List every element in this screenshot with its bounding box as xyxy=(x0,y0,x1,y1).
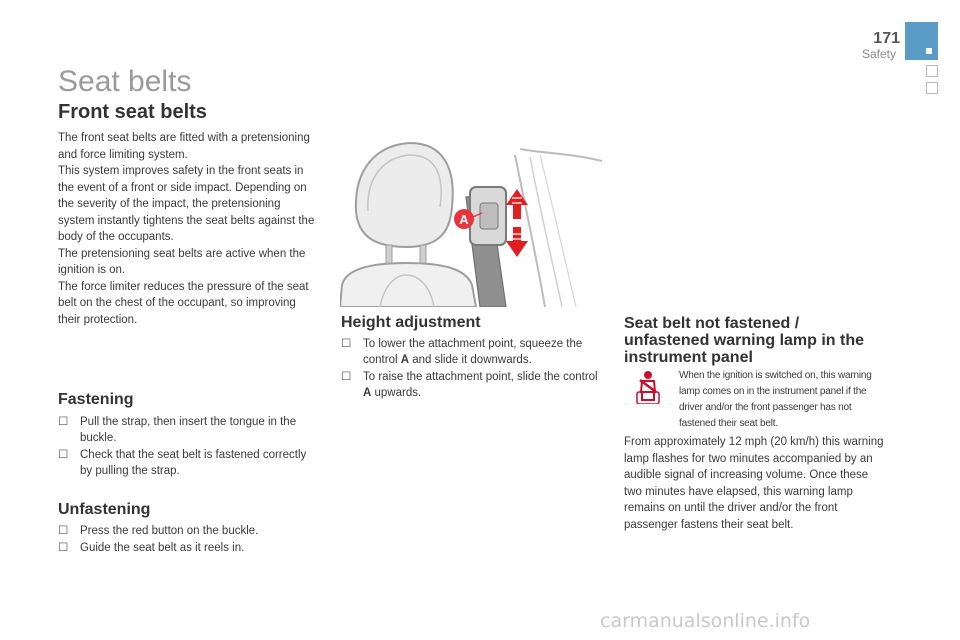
seat-belt-illustration xyxy=(340,135,602,307)
paragraph: The front seat belts are fitted with a pretensioning and force limiting system. xyxy=(58,132,310,161)
checkbox-bullet-icon: ☐ xyxy=(58,542,69,554)
list-item: ☐ Guide the seat belt as it reels in. xyxy=(58,542,245,554)
fastening-list xyxy=(58,414,318,480)
section-tab xyxy=(905,22,938,60)
unfastening-list xyxy=(58,523,318,557)
paragraph: This system improves safety in the front seats in the event of a front or side impact. Depending on the severity of the impact, the pretensioning system instantly tightens the seat belts against the body of the occupants. xyxy=(58,165,315,243)
section-tab-box xyxy=(926,82,938,94)
control-a-label: A xyxy=(459,212,469,227)
list-item: ☐ To lower the attachment point, squeeze the control A and slide it downwards. xyxy=(341,338,583,366)
section-tab-box xyxy=(926,65,938,77)
page-title: Seat belts xyxy=(58,65,192,98)
paragraph: The force limiter reduces the pressure of the seat belt on the chest of the occupant, so improving their protection. xyxy=(58,280,309,326)
page-number: 171 xyxy=(873,30,900,47)
list-item: ☐ To raise the attachment point, slide the control A upwards. xyxy=(341,371,598,399)
footer-watermark: carmanualsonline.info xyxy=(600,610,811,632)
warning-lamp-description: When the ignition is switched on, this warning lamp comes on in the instrument panel if the driver and/or the front passenger has not fastened their seat belt. xyxy=(679,370,872,429)
fastening-heading: Fastening xyxy=(58,391,134,408)
seatbelt-warning-icon xyxy=(634,370,662,404)
checkbox-bullet-icon: ☐ xyxy=(341,338,352,350)
height-heading: Height adjustment xyxy=(341,314,481,331)
list-item: ☐ Pull the strap, then insert the tongue in the buckle. xyxy=(58,416,297,444)
warning-heading: Seat belt not fastened / unfastened warning lamp in the instrument panel xyxy=(624,315,865,366)
section-tab-mark xyxy=(926,48,932,54)
checkbox-bullet-icon: ☐ xyxy=(58,525,69,537)
unfastening-heading: Unfastening xyxy=(58,501,151,518)
warning-paragraph: From approximately 12 mph (20 km/h) this warning lamp flashes for two minutes accompanied by an audible signal of increasing volume. Once these two minutes have elapsed, this warning lamp remains on until the driver and/or the front passenger fastens their seat belt. xyxy=(624,436,884,531)
height-list xyxy=(341,336,603,402)
paragraph: The pretensioning seat belts are active when the ignition is on. xyxy=(58,247,306,276)
section-heading-front: Front seat belts xyxy=(58,101,207,123)
list-item: ☐ Press the red button on the buckle. xyxy=(58,525,259,537)
list-item: ☐ Check that the seat belt is fastened correctly by pulling the strap. xyxy=(58,449,307,477)
front-intro xyxy=(58,130,320,328)
checkbox-bullet-icon: ☐ xyxy=(341,371,352,383)
checkbox-bullet-icon: ☐ xyxy=(58,449,69,461)
checkbox-bullet-icon: ☐ xyxy=(58,416,69,428)
section-name: Safety xyxy=(861,47,896,61)
